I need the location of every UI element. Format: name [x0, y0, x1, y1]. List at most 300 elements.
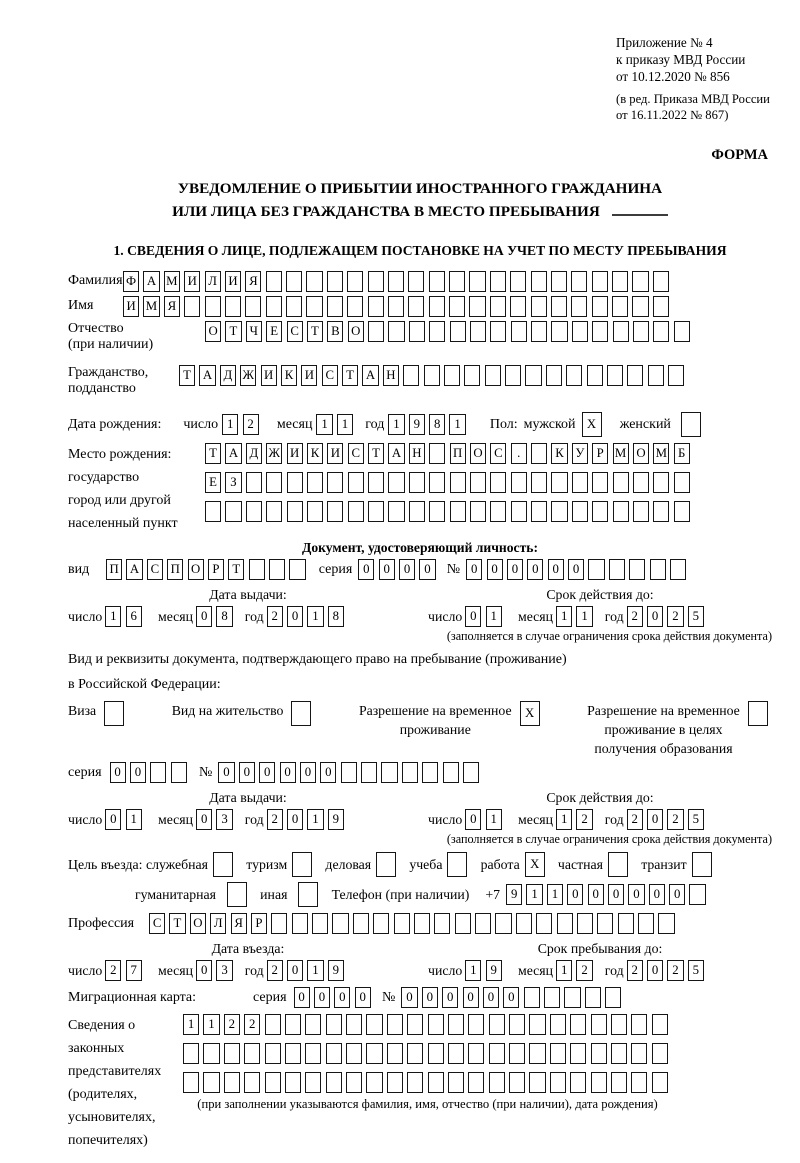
char-cell[interactable]: 0 — [358, 559, 374, 580]
char-cell[interactable] — [618, 913, 634, 934]
char-cell[interactable] — [266, 296, 282, 317]
char-cell[interactable] — [587, 365, 603, 386]
char-cell[interactable] — [689, 884, 705, 905]
char-cell[interactable]: 2 — [627, 960, 643, 981]
char-cell[interactable]: 0 — [647, 809, 663, 830]
char-cell[interactable]: 3 — [216, 960, 232, 981]
char-cell[interactable] — [551, 271, 567, 292]
birth-year-input[interactable] — [388, 414, 470, 435]
char-cell[interactable]: 8 — [429, 414, 445, 435]
char-cell[interactable] — [407, 1043, 423, 1064]
char-cell[interactable] — [632, 271, 648, 292]
char-cell[interactable]: О — [633, 443, 649, 464]
char-cell[interactable]: 2 — [576, 809, 592, 830]
char-cell[interactable] — [529, 1043, 545, 1064]
char-cell[interactable] — [450, 472, 466, 493]
char-cell[interactable] — [368, 271, 384, 292]
char-cell[interactable] — [287, 501, 303, 522]
char-cell[interactable] — [611, 1043, 627, 1064]
char-cell[interactable] — [285, 1014, 301, 1035]
char-cell[interactable] — [327, 271, 343, 292]
char-cell[interactable] — [203, 1043, 219, 1064]
char-cell[interactable]: 6 — [126, 606, 142, 627]
char-cell[interactable]: 0 — [196, 809, 212, 830]
char-cell[interactable] — [531, 271, 547, 292]
checkbox-purpose-humanitarian[interactable] — [227, 882, 251, 907]
char-cell[interactable]: Е — [266, 321, 282, 342]
char-cell[interactable] — [748, 701, 768, 726]
char-cell[interactable] — [388, 501, 404, 522]
char-cell[interactable]: 0 — [287, 809, 303, 830]
char-cell[interactable] — [653, 296, 669, 317]
char-cell[interactable] — [633, 501, 649, 522]
char-cell[interactable]: И — [301, 365, 317, 386]
char-cell[interactable] — [326, 1072, 342, 1093]
char-cell[interactable] — [225, 501, 241, 522]
char-cell[interactable]: М — [613, 443, 629, 464]
char-cell[interactable]: 0 — [294, 987, 310, 1008]
char-cell[interactable] — [388, 321, 404, 342]
char-cell[interactable]: 0 — [259, 762, 275, 783]
char-cell[interactable]: С — [322, 365, 338, 386]
char-cell[interactable] — [638, 913, 654, 934]
char-cell[interactable]: 1 — [337, 414, 353, 435]
char-cell[interactable]: Ж — [266, 443, 282, 464]
char-cell[interactable]: 0 — [487, 559, 503, 580]
char-cell[interactable] — [470, 321, 486, 342]
char-cell[interactable] — [305, 1014, 321, 1035]
char-cell[interactable] — [409, 472, 425, 493]
char-cell[interactable]: 2 — [267, 960, 283, 981]
patronymic-input[interactable] — [205, 321, 694, 342]
char-cell[interactable] — [531, 443, 547, 464]
char-cell[interactable]: 0 — [379, 559, 395, 580]
phone-input[interactable] — [506, 884, 710, 905]
char-cell[interactable]: Т — [169, 913, 185, 934]
char-cell[interactable] — [428, 1072, 444, 1093]
char-cell[interactable] — [348, 501, 364, 522]
char-cell[interactable] — [674, 321, 690, 342]
char-cell[interactable]: X — [525, 852, 545, 877]
char-cell[interactable]: 7 — [126, 960, 142, 981]
char-cell[interactable]: Р — [592, 443, 608, 464]
char-cell[interactable] — [489, 1043, 505, 1064]
char-cell[interactable] — [205, 296, 221, 317]
char-cell[interactable] — [306, 296, 322, 317]
char-cell[interactable] — [489, 1072, 505, 1093]
char-cell[interactable] — [464, 365, 480, 386]
checkbox-temp-residence-edu[interactable] — [748, 701, 772, 726]
char-cell[interactable] — [652, 1014, 668, 1035]
checkbox-female[interactable] — [681, 412, 705, 437]
char-cell[interactable] — [245, 296, 261, 317]
char-cell[interactable]: 0 — [422, 987, 438, 1008]
char-cell[interactable]: С — [348, 443, 364, 464]
char-cell[interactable] — [536, 913, 552, 934]
char-cell[interactable]: Е — [205, 472, 221, 493]
char-cell[interactable]: 0 — [669, 884, 685, 905]
char-cell[interactable]: Т — [225, 321, 241, 342]
char-cell[interactable]: 0 — [647, 606, 663, 627]
char-cell[interactable] — [511, 501, 527, 522]
checkbox-purpose-study[interactable] — [447, 852, 471, 877]
char-cell[interactable] — [529, 1072, 545, 1093]
char-cell[interactable] — [265, 1072, 281, 1093]
char-cell[interactable] — [550, 1043, 566, 1064]
char-cell[interactable] — [249, 559, 265, 580]
char-cell[interactable]: О — [470, 443, 486, 464]
char-cell[interactable] — [577, 913, 593, 934]
char-cell[interactable]: М — [143, 296, 159, 317]
checkbox-purpose-other[interactable] — [298, 882, 322, 907]
char-cell[interactable] — [265, 1043, 281, 1064]
char-cell[interactable] — [285, 1043, 301, 1064]
char-cell[interactable]: Н — [383, 365, 399, 386]
char-cell[interactable] — [495, 913, 511, 934]
char-cell[interactable]: 1 — [222, 414, 238, 435]
birth-day-input[interactable] — [222, 414, 263, 435]
doc-valid-month-input[interactable] — [556, 606, 597, 627]
char-cell[interactable] — [525, 365, 541, 386]
char-cell[interactable] — [346, 1072, 362, 1093]
char-cell[interactable] — [591, 1072, 607, 1093]
char-cell[interactable] — [570, 1072, 586, 1093]
char-cell[interactable]: О — [348, 321, 364, 342]
char-cell[interactable]: 2 — [627, 606, 643, 627]
char-cell[interactable] — [104, 701, 124, 726]
char-cell[interactable]: 0 — [196, 606, 212, 627]
char-cell[interactable]: Т — [179, 365, 195, 386]
checkbox-purpose-official[interactable] — [213, 852, 237, 877]
char-cell[interactable]: Т — [228, 559, 244, 580]
char-cell[interactable] — [592, 501, 608, 522]
char-cell[interactable]: К — [307, 443, 323, 464]
char-cell[interactable] — [668, 365, 684, 386]
doc-issue-month-input[interactable] — [196, 606, 237, 627]
char-cell[interactable] — [571, 296, 587, 317]
char-cell[interactable] — [485, 365, 501, 386]
char-cell[interactable] — [475, 913, 491, 934]
char-cell[interactable] — [285, 1072, 301, 1093]
char-cell[interactable]: 1 — [526, 884, 542, 905]
char-cell[interactable] — [298, 882, 318, 907]
char-cell[interactable]: 1 — [486, 809, 502, 830]
char-cell[interactable] — [674, 472, 690, 493]
char-cell[interactable] — [551, 321, 567, 342]
migration-series-input[interactable] — [294, 987, 376, 1008]
char-cell[interactable] — [346, 1014, 362, 1035]
char-cell[interactable]: 0 — [442, 987, 458, 1008]
char-cell[interactable]: 8 — [328, 606, 344, 627]
char-cell[interactable]: 0 — [548, 559, 564, 580]
char-cell[interactable] — [592, 321, 608, 342]
char-cell[interactable]: И — [327, 443, 343, 464]
char-cell[interactable]: Н — [409, 443, 425, 464]
char-cell[interactable]: 2 — [667, 809, 683, 830]
char-cell[interactable]: 0 — [355, 987, 371, 1008]
char-cell[interactable] — [546, 365, 562, 386]
char-cell[interactable] — [448, 1043, 464, 1064]
char-cell[interactable] — [551, 501, 567, 522]
checkbox-purpose-work[interactable] — [525, 852, 549, 877]
char-cell[interactable] — [428, 1014, 444, 1035]
char-cell[interactable]: 0 — [287, 606, 303, 627]
char-cell[interactable]: Л — [205, 271, 221, 292]
char-cell[interactable]: 1 — [465, 960, 481, 981]
char-cell[interactable] — [368, 472, 384, 493]
char-cell[interactable] — [650, 559, 666, 580]
char-cell[interactable] — [443, 762, 459, 783]
char-cell[interactable] — [366, 1072, 382, 1093]
char-cell[interactable] — [171, 762, 187, 783]
char-cell[interactable] — [388, 296, 404, 317]
permit-issue-year-input[interactable] — [267, 809, 349, 830]
char-cell[interactable] — [287, 472, 303, 493]
char-cell[interactable] — [509, 1043, 525, 1064]
char-cell[interactable] — [361, 762, 377, 783]
char-cell[interactable]: 1 — [486, 606, 502, 627]
char-cell[interactable] — [327, 501, 343, 522]
char-cell[interactable] — [332, 913, 348, 934]
char-cell[interactable] — [403, 365, 419, 386]
char-cell[interactable] — [407, 1014, 423, 1035]
char-cell[interactable] — [387, 1014, 403, 1035]
permit-valid-month-input[interactable] — [556, 809, 597, 830]
entry-month-input[interactable] — [196, 960, 237, 981]
char-cell[interactable] — [366, 1014, 382, 1035]
char-cell[interactable]: Р — [208, 559, 224, 580]
char-cell[interactable] — [429, 501, 445, 522]
char-cell[interactable] — [591, 1043, 607, 1064]
char-cell[interactable] — [429, 443, 445, 464]
char-cell[interactable] — [510, 271, 526, 292]
char-cell[interactable]: К — [281, 365, 297, 386]
char-cell[interactable] — [388, 472, 404, 493]
permit-number-input[interactable] — [218, 762, 483, 783]
char-cell[interactable] — [627, 365, 643, 386]
char-cell[interactable] — [674, 501, 690, 522]
char-cell[interactable]: 0 — [399, 559, 415, 580]
char-cell[interactable]: 0 — [105, 809, 121, 830]
char-cell[interactable] — [292, 913, 308, 934]
char-cell[interactable] — [305, 1072, 321, 1093]
char-cell[interactable] — [489, 1014, 505, 1035]
char-cell[interactable] — [184, 296, 200, 317]
char-cell[interactable]: Т — [307, 321, 323, 342]
char-cell[interactable]: 1 — [556, 809, 572, 830]
char-cell[interactable]: П — [450, 443, 466, 464]
doc-number-input[interactable] — [466, 559, 690, 580]
char-cell[interactable]: 1 — [307, 960, 323, 981]
char-cell[interactable] — [633, 472, 649, 493]
char-cell[interactable] — [376, 852, 396, 877]
char-cell[interactable]: 0 — [314, 987, 330, 1008]
char-cell[interactable]: 0 — [465, 809, 481, 830]
char-cell[interactable]: Р — [251, 913, 267, 934]
checkbox-purpose-tourism[interactable] — [292, 852, 316, 877]
char-cell[interactable]: П — [106, 559, 122, 580]
char-cell[interactable] — [429, 271, 445, 292]
char-cell[interactable] — [509, 1072, 525, 1093]
char-cell[interactable] — [570, 1014, 586, 1035]
char-cell[interactable] — [613, 501, 629, 522]
char-cell[interactable] — [557, 913, 573, 934]
char-cell[interactable] — [509, 1014, 525, 1035]
char-cell[interactable] — [449, 296, 465, 317]
char-cell[interactable] — [670, 559, 686, 580]
char-cell[interactable]: 2 — [244, 1014, 260, 1035]
char-cell[interactable]: С — [147, 559, 163, 580]
char-cell[interactable]: И — [261, 365, 277, 386]
char-cell[interactable]: 5 — [688, 606, 704, 627]
char-cell[interactable] — [653, 271, 669, 292]
char-cell[interactable]: 0 — [463, 987, 479, 1008]
char-cell[interactable]: 0 — [466, 559, 482, 580]
char-cell[interactable] — [511, 472, 527, 493]
char-cell[interactable] — [448, 1014, 464, 1035]
char-cell[interactable]: 1 — [388, 414, 404, 435]
char-cell[interactable]: З — [225, 472, 241, 493]
char-cell[interactable] — [305, 1043, 321, 1064]
char-cell[interactable] — [266, 472, 282, 493]
char-cell[interactable] — [585, 987, 601, 1008]
char-cell[interactable]: Т — [205, 443, 221, 464]
char-cell[interactable]: 0 — [567, 884, 583, 905]
char-cell[interactable]: 0 — [419, 559, 435, 580]
doc-issue-day-input[interactable] — [105, 606, 146, 627]
char-cell[interactable]: О — [205, 321, 221, 342]
representatives-input-row2[interactable] — [183, 1043, 672, 1064]
char-cell[interactable]: 0 — [218, 762, 234, 783]
char-cell[interactable] — [490, 271, 506, 292]
char-cell[interactable] — [653, 321, 669, 342]
char-cell[interactable]: М — [653, 443, 669, 464]
char-cell[interactable] — [572, 472, 588, 493]
char-cell[interactable]: 2 — [576, 960, 592, 981]
char-cell[interactable]: 0 — [401, 987, 417, 1008]
char-cell[interactable] — [266, 501, 282, 522]
char-cell[interactable]: 0 — [239, 762, 255, 783]
char-cell[interactable] — [429, 296, 445, 317]
char-cell[interactable]: 1 — [203, 1014, 219, 1035]
char-cell[interactable] — [266, 271, 282, 292]
char-cell[interactable]: 5 — [688, 809, 704, 830]
char-cell[interactable] — [592, 472, 608, 493]
char-cell[interactable] — [611, 1014, 627, 1035]
char-cell[interactable] — [531, 472, 547, 493]
char-cell[interactable] — [692, 852, 712, 877]
char-cell[interactable] — [424, 365, 440, 386]
char-cell[interactable]: 0 — [608, 884, 624, 905]
char-cell[interactable]: А — [126, 559, 142, 580]
char-cell[interactable] — [265, 1014, 281, 1035]
char-cell[interactable] — [407, 1072, 423, 1093]
char-cell[interactable]: А — [388, 443, 404, 464]
char-cell[interactable]: 0 — [287, 960, 303, 981]
char-cell[interactable] — [347, 296, 363, 317]
char-cell[interactable] — [468, 1043, 484, 1064]
char-cell[interactable] — [307, 472, 323, 493]
char-cell[interactable] — [429, 472, 445, 493]
char-cell[interactable]: Я — [231, 913, 247, 934]
entry-year-input[interactable] — [267, 960, 349, 981]
char-cell[interactable] — [244, 1072, 260, 1093]
char-cell[interactable]: И — [225, 271, 241, 292]
char-cell[interactable]: Ж — [240, 365, 256, 386]
char-cell[interactable]: О — [188, 559, 204, 580]
char-cell[interactable] — [224, 1072, 240, 1093]
checkbox-residence-permit[interactable] — [291, 701, 315, 726]
char-cell[interactable] — [327, 296, 343, 317]
char-cell[interactable]: 8 — [216, 606, 232, 627]
char-cell[interactable]: 0 — [300, 762, 316, 783]
permit-series-input[interactable] — [110, 762, 192, 783]
char-cell[interactable] — [591, 1014, 607, 1035]
char-cell[interactable]: И — [123, 296, 139, 317]
char-cell[interactable] — [609, 559, 625, 580]
char-cell[interactable] — [291, 701, 311, 726]
char-cell[interactable] — [447, 852, 467, 877]
char-cell[interactable] — [422, 762, 438, 783]
char-cell[interactable] — [368, 296, 384, 317]
char-cell[interactable] — [387, 1043, 403, 1064]
char-cell[interactable]: 0 — [507, 559, 523, 580]
birth-month-input[interactable] — [316, 414, 357, 435]
char-cell[interactable] — [409, 501, 425, 522]
char-cell[interactable]: 0 — [196, 960, 212, 981]
char-cell[interactable]: X — [520, 701, 540, 726]
char-cell[interactable] — [408, 296, 424, 317]
char-cell[interactable] — [286, 271, 302, 292]
char-cell[interactable]: Б — [674, 443, 690, 464]
char-cell[interactable] — [592, 271, 608, 292]
char-cell[interactable] — [289, 559, 305, 580]
char-cell[interactable] — [544, 987, 560, 1008]
char-cell[interactable] — [490, 472, 506, 493]
char-cell[interactable]: 0 — [647, 960, 663, 981]
char-cell[interactable] — [648, 365, 664, 386]
char-cell[interactable] — [613, 472, 629, 493]
char-cell[interactable] — [183, 1072, 199, 1093]
char-cell[interactable] — [402, 762, 418, 783]
checkbox-visa[interactable] — [104, 701, 128, 726]
doc-valid-day-input[interactable] — [465, 606, 506, 627]
char-cell[interactable] — [633, 321, 649, 342]
char-cell[interactable] — [269, 559, 285, 580]
doc-valid-year-input[interactable] — [627, 606, 709, 627]
char-cell[interactable]: Д — [220, 365, 236, 386]
checkbox-temp-residence[interactable] — [520, 701, 544, 726]
char-cell[interactable] — [653, 501, 669, 522]
char-cell[interactable] — [469, 271, 485, 292]
char-cell[interactable]: 2 — [224, 1014, 240, 1035]
char-cell[interactable] — [631, 1014, 647, 1035]
char-cell[interactable] — [213, 852, 233, 877]
char-cell[interactable] — [629, 559, 645, 580]
citizenship-input[interactable] — [179, 365, 688, 386]
char-cell[interactable] — [608, 852, 628, 877]
char-cell[interactable]: Я — [164, 296, 180, 317]
char-cell[interactable] — [428, 1043, 444, 1064]
char-cell[interactable] — [244, 1043, 260, 1064]
char-cell[interactable] — [327, 472, 343, 493]
char-cell[interactable]: 2 — [105, 960, 121, 981]
char-cell[interactable]: 5 — [688, 960, 704, 981]
given-name-input[interactable] — [123, 296, 673, 317]
char-cell[interactable]: А — [199, 365, 215, 386]
char-cell[interactable]: И — [184, 271, 200, 292]
char-cell[interactable] — [326, 1014, 342, 1035]
